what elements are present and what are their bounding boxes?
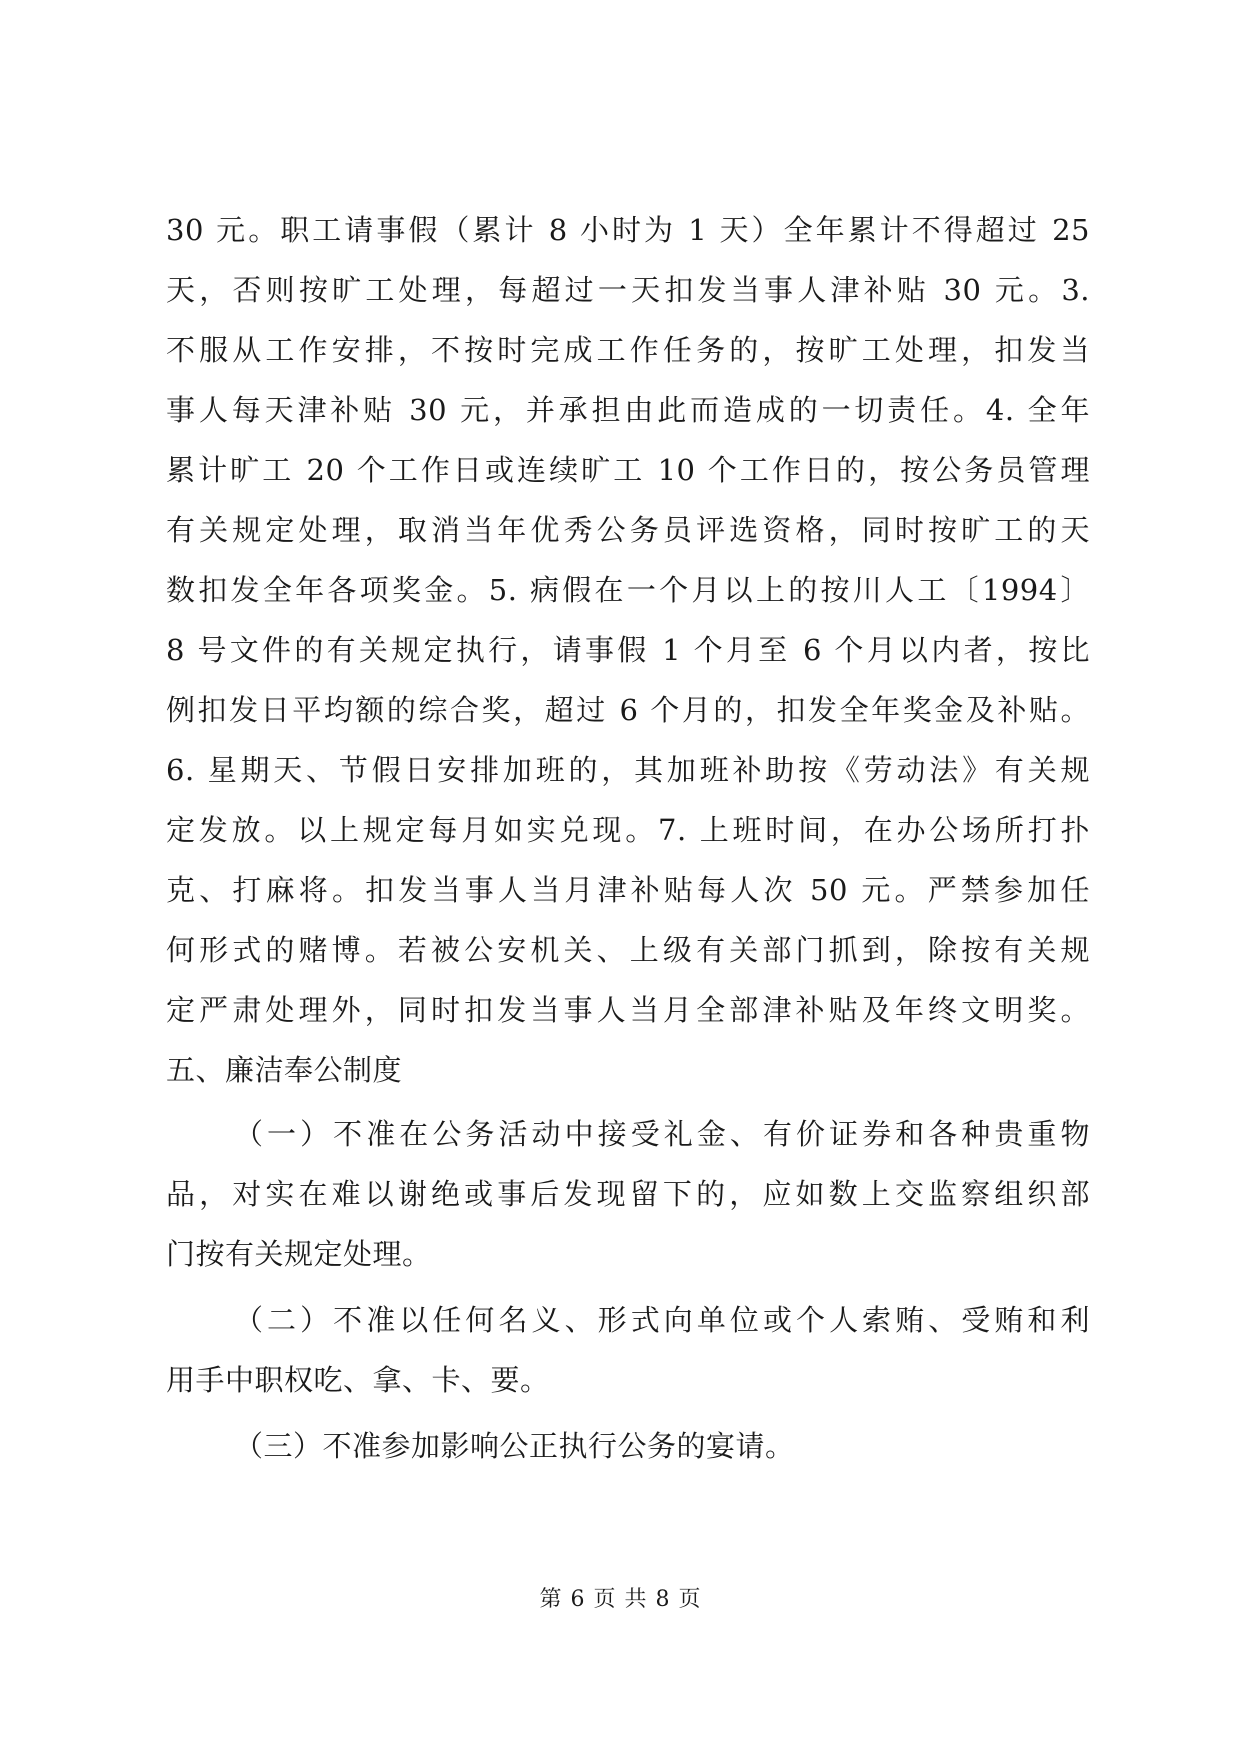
body-text bbox=[166, 200, 1090, 1476]
rule-item-3 bbox=[166, 1416, 1090, 1476]
section-heading: 五、廉洁奉公制度 bbox=[166, 1053, 403, 1087]
paragraph-line: 天，否则按旷工处理，每超过一天扣发当事人津补贴 30 元。3. bbox=[166, 273, 1090, 307]
paragraph-line: 有关规定处理，取消当年优秀公务员评选资格，同时按旷工的天 bbox=[166, 513, 1090, 547]
continuation-paragraph bbox=[166, 200, 1090, 1040]
paragraph-line: 例扣发日平均额的综合奖，超过 6 个月的，扣发全年奖金及补贴。 bbox=[166, 693, 1090, 727]
rule-item-line: （二）不准以任何名义、形式向单位或个人索贿、受贿和利 bbox=[234, 1303, 1090, 1337]
page-number-footer: 第 6 页 共 8 页 bbox=[539, 1587, 702, 1612]
rule-item-line: （一）不准在公务活动中接受礼金、有价证券和各种贵重物 bbox=[234, 1117, 1090, 1151]
paragraph-line: 定严肃处理外，同时扣发当事人当月全部津补贴及年终文明奖。 bbox=[166, 993, 1090, 1027]
paragraph-line: 事人每天津补贴 30 元，并承担由此而造成的一切责任。4. 全年 bbox=[166, 393, 1090, 427]
rule-item-line: 品，对实在难以谢绝或事后发现留下的，应如数上交监察组织部 bbox=[166, 1177, 1090, 1211]
paragraph-line: 累计旷工 20 个工作日或连续旷工 10 个工作日的，按公务员管理 bbox=[166, 453, 1090, 487]
paragraph-line: 6. 星期天、节假日安排加班的，其加班补助按《劳动法》有关规 bbox=[166, 753, 1090, 787]
rule-item-line: 用手中职权吃、拿、卡、要。 bbox=[166, 1363, 550, 1397]
rule-item-line: 门按有关规定处理。 bbox=[166, 1237, 432, 1271]
paragraph-line: 何形式的赌博。若被公安机关、上级有关部门抓到，除按有关规 bbox=[166, 933, 1090, 967]
paragraph-line: 数扣发全年各项奖金。5. 病假在一个月以上的按川人工〔1994〕 bbox=[166, 573, 1090, 607]
rule-item-line: （三）不准参加影响公正执行公务的宴请。 bbox=[234, 1429, 795, 1463]
rule-item-2 bbox=[166, 1290, 1090, 1410]
paragraph-line: 8 号文件的有关规定执行，请事假 1 个月至 6 个月以内者，按比 bbox=[166, 633, 1090, 667]
rule-item-1 bbox=[166, 1104, 1090, 1284]
paragraph-line: 不服从工作安排，不按时完成工作任务的，按旷工处理，扣发当 bbox=[166, 333, 1090, 367]
paragraph-line: 克、打麻将。扣发当事人当月津补贴每人次 50 元。严禁参加任 bbox=[166, 873, 1090, 907]
paragraph-line: 30 元。职工请事假（累计 8 小时为 1 天）全年累计不得超过 25 bbox=[166, 213, 1090, 247]
paragraph-line: 定发放。以上规定每月如实兑现。7. 上班时间，在办公场所打扑 bbox=[166, 813, 1090, 847]
